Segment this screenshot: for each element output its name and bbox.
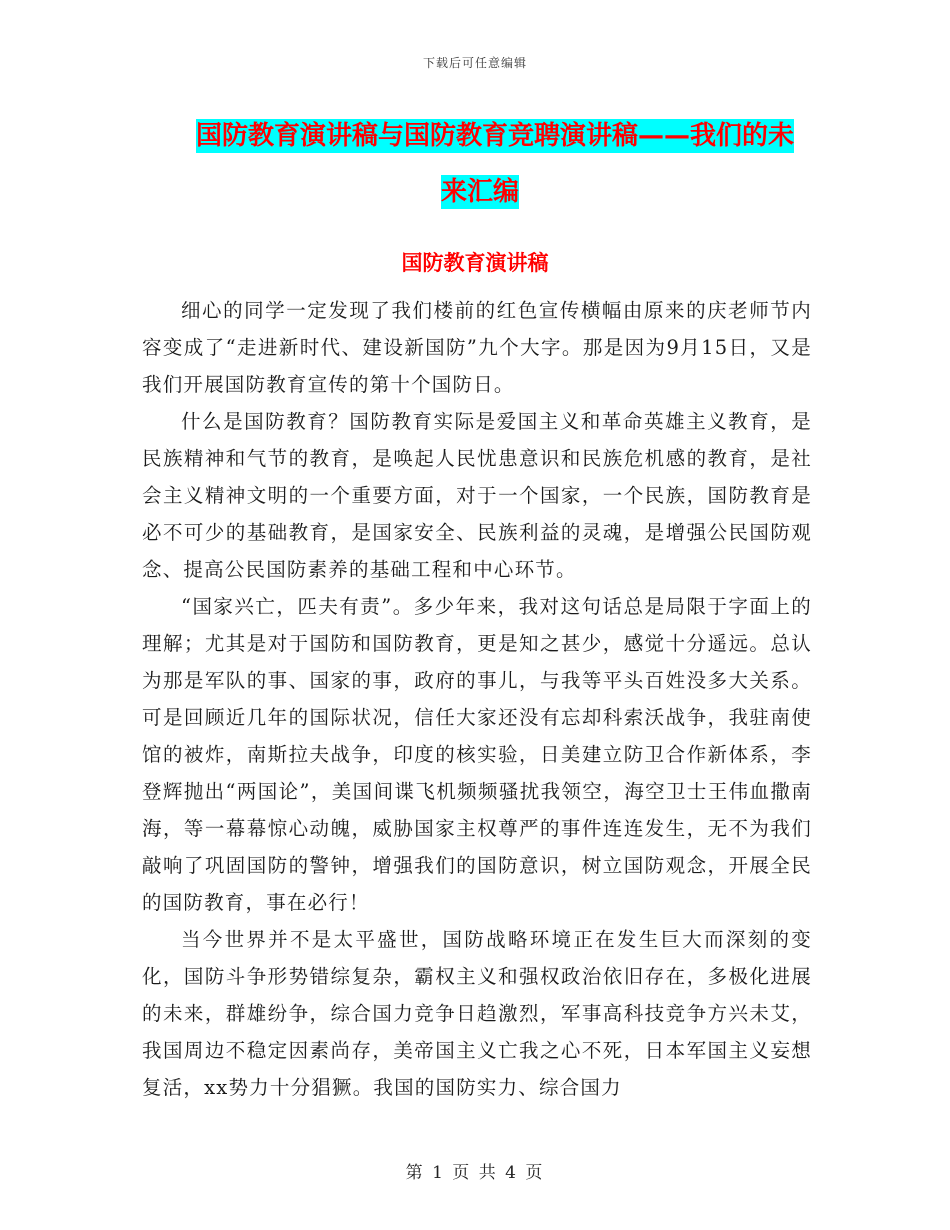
section-title: 国防教育演讲稿 <box>401 251 549 275</box>
body-paragraph: 细心的同学一定发现了我们楼前的红色宣传横幅由原来的庆老师节内容变成了“走进新时代、建设新国防”九个大字。那是因为9月15日，又是我们开展国防教育宣传的第十个国防日。 <box>142 299 812 396</box>
document-title <box>140 108 820 220</box>
body-paragraph: 当今世界并不是太平盛世，国防战略环境正在发生巨大而深刻的变化，国防斗争形势错综复杂，霸权主义和强权政治依旧存在，多极化进展的未来，群雄纷争，综合国力竞争日趋激烈，军事高科技竞争方兴未艾，我国周边不稳定因素尚存，美帝国主义亡我之心不死，日本军国主义妄想复活，xx势力十分猖獗。我国的国防实力、综合国力 <box>142 928 812 1099</box>
document-title-line-2: 来汇编 <box>440 177 519 207</box>
body-paragraph: “国家兴亡，匹夫有责”。多少年来，我对这句话总是局限于字面上的理解；尤其是对于国防和国防教育，更是知之甚少，感觉十分遥远。总认为那是军队的事、国家的事，政府的事儿，与我等平头百姓没多大关系。可是回顾近几年的国际状况，信任大家还没有忘却科索沃战争，我驻南使馆的被炸，南斯拉夫战争，印度的核实验，日美建立防卫合作新体系，李登辉抛出“两国论”，美国间谍飞机频频骚扰我领空，海空卫士王伟血撒南海，等一幕幕惊心动魄，威胁国家主权尊严的事件连连发生，无不为我们敲响了巩固国防的警钟，增强我们的国防意识，树立国防观念，开展全民的国防教育，事在必行！ <box>142 595 812 914</box>
page-header-note: 下载后可任意编辑 <box>422 56 527 70</box>
page-number-footer: 第 1 页 共 4 页 <box>405 1163 545 1183</box>
document-title-line-1: 国防教育演讲稿与国防教育竞聘演讲稿——我们的未 <box>196 121 795 151</box>
body-paragraph: 什么是国防教育？国防教育实际是爱国主义和革命英雄主义教育，是民族精神和气节的教育，是唤起人民忧患意识和民族危机感的教育，是社会主义精神文明的一个重要方面，对于一个国家，一个民族，国防教育是必不可少的基础教育，是国家安全、民族利益的灵魂，是增强公民国防观念、提高公民国防素养的基础工程和中心环节。 <box>142 410 812 581</box>
document-body <box>142 292 812 1106</box>
